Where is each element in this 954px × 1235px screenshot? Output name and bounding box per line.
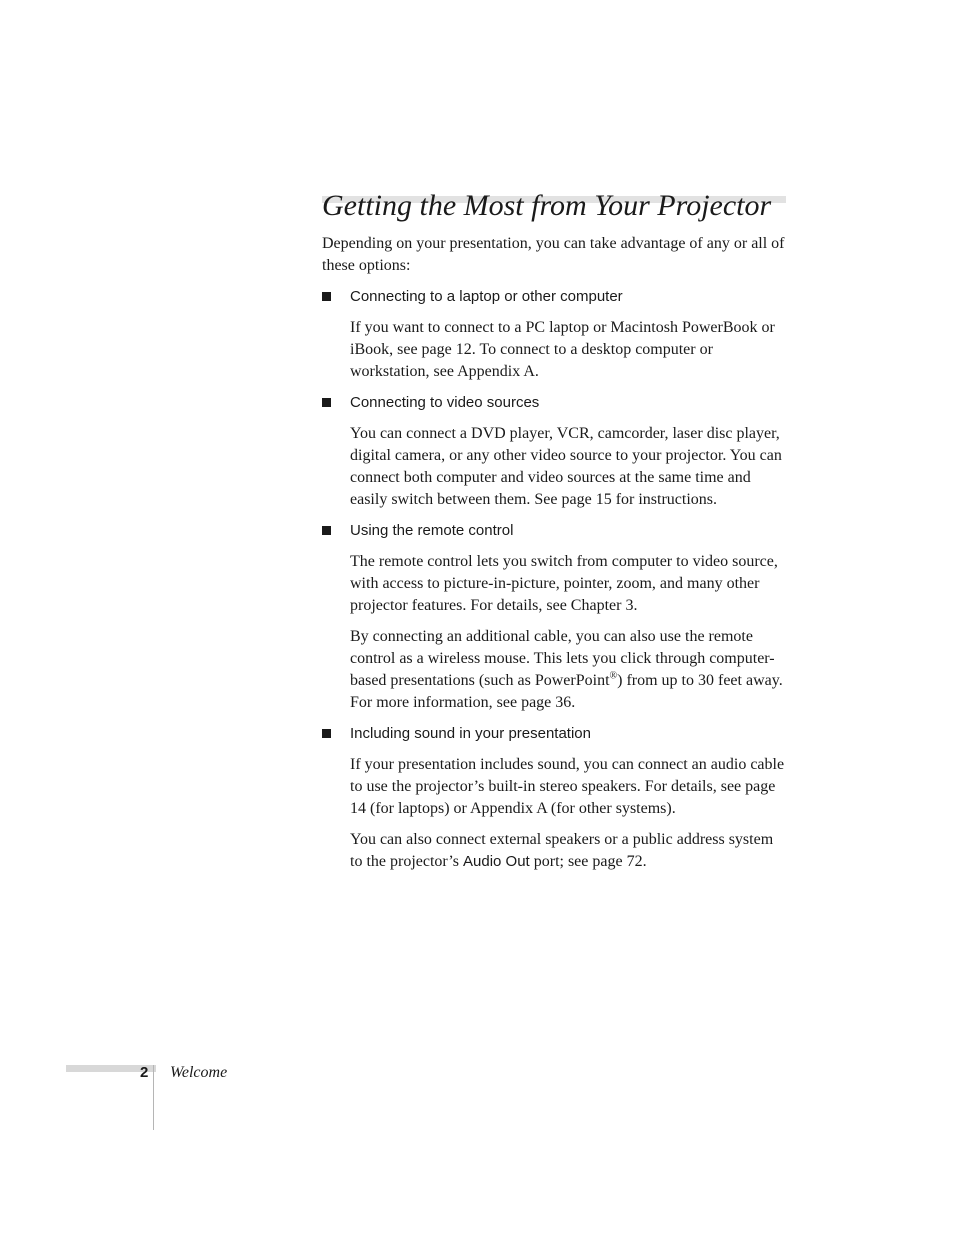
list-item-laptop <box>322 286 788 383</box>
list-item-title: Connecting to video sources <box>350 394 540 411</box>
list-item-remote <box>322 520 788 714</box>
square-bullet-icon <box>322 398 331 407</box>
list-item-body: You can connect a DVD player, VCR, camcorder, laser disc player, digital camera, or any other video source to your projector. You can connect both computer and video sources at the same time and easily switch between them. See page 15 for instructions. <box>350 425 782 508</box>
text-run: You can also connect external speakers or a public address system to the projector’s <box>350 831 774 870</box>
chapter-name: Welcome <box>170 1064 228 1081</box>
list-item-body: If your presentation includes sound, you can connect an audio cable to use the projector’s built-in stereo speakers. For details, see page 14 (for laptops) or Appendix A (for other systems). <box>350 756 785 817</box>
page-title: Getting the Most from Your Projector <box>322 189 772 222</box>
list-item-video <box>322 392 788 511</box>
list-item-title: Using the remote control <box>350 522 514 539</box>
square-bullet-icon <box>322 729 331 738</box>
square-bullet-icon <box>322 526 331 535</box>
text-run: port; see page 72. <box>529 853 647 870</box>
registered-mark: ® <box>609 670 618 682</box>
list-item-body-2 <box>350 829 788 873</box>
list-item-title: Including sound in your presentation <box>350 725 591 742</box>
list-item-body: The remote control lets you switch from computer to video source, with access to picture-in-picture, pointer, zoom, and many other projector features. For details, see Chapter 3. <box>350 553 778 614</box>
page-number: 2 <box>140 1064 149 1081</box>
text-run: By connecting an additional cable, you can also use the remote control as a wireless mouse. This lets you click through computer-based presentations (such as PowerPoint <box>350 628 775 689</box>
list-item-sound <box>322 723 788 873</box>
intro-paragraph: Depending on your presentation, you can take advantage of any or all of these options: <box>322 235 785 274</box>
list-item-title: Connecting to a laptop or other computer <box>350 288 623 305</box>
main-content <box>322 233 788 882</box>
footer-divider <box>153 1065 154 1130</box>
list-item-body-2 <box>350 626 788 714</box>
port-name: Audio Out <box>463 853 530 870</box>
list-item-body: If you want to connect to a PC laptop or Macintosh PowerBook or iBook, see page 12. To connect to a desktop computer or workstation, see Appendix A. <box>350 319 775 380</box>
square-bullet-icon <box>322 292 331 301</box>
text-run: ) from up to 30 feet away. For more information, see page 36. <box>350 672 783 711</box>
